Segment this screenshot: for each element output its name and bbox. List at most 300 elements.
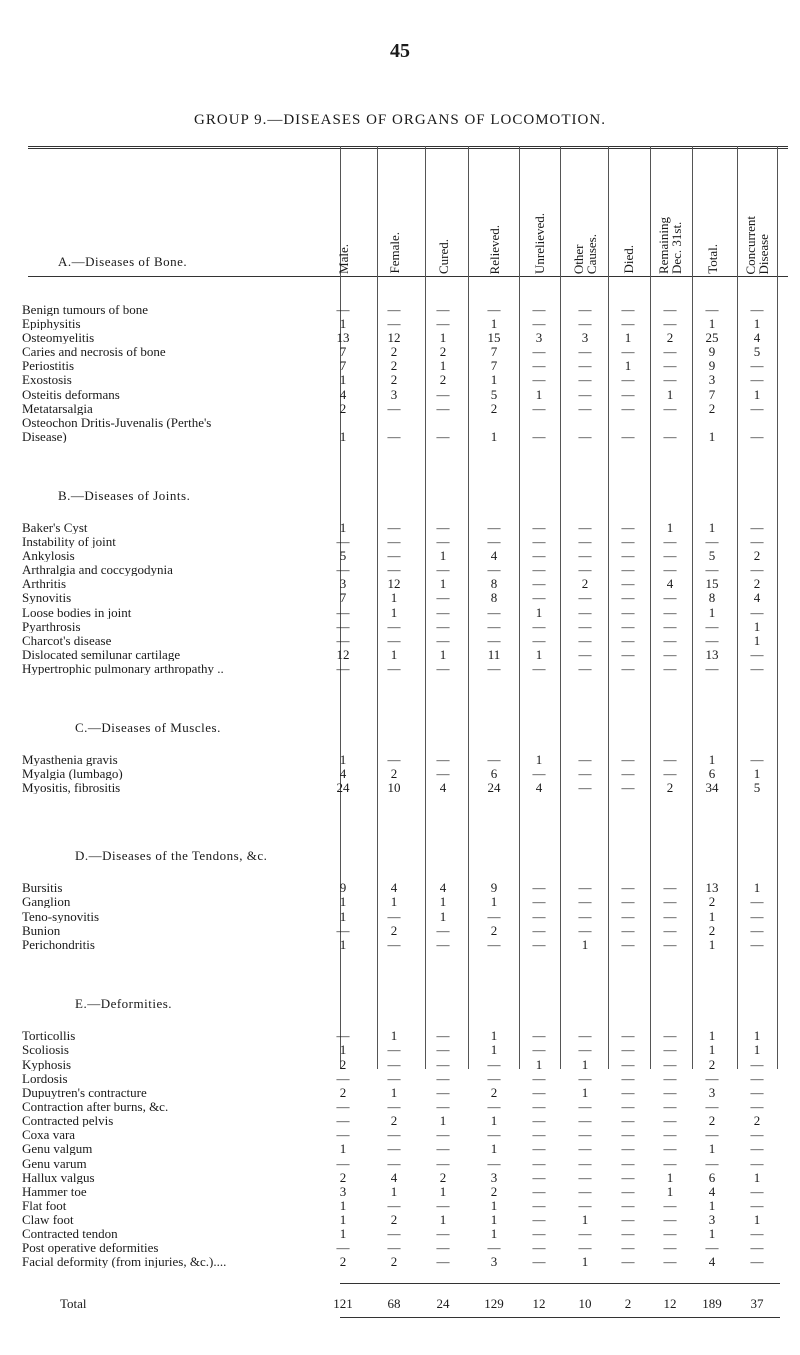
table-cell: 1: [490, 1113, 498, 1128]
table-cell: —: [387, 661, 401, 676]
table-cell: —: [578, 909, 592, 924]
table-cell: 1: [490, 894, 498, 909]
table-cell: —: [621, 661, 635, 676]
column-header: [381, 150, 407, 274]
table-cell: —: [578, 358, 592, 373]
table-cell: —: [487, 534, 501, 549]
table-cell: —: [532, 520, 546, 535]
table-cell: 4: [490, 548, 498, 563]
table-cell: —: [336, 1113, 350, 1128]
row-label: Scoliosis: [22, 1043, 69, 1056]
table-cell: —: [663, 372, 677, 387]
table-cell: —: [532, 1170, 546, 1185]
total-label: Total: [60, 1297, 87, 1310]
table-cell: 1: [708, 316, 716, 331]
section-heading: C.—Diseases of Muscles.: [75, 720, 221, 735]
table-cell: —: [663, 1240, 677, 1255]
table-cell: 1: [581, 1057, 589, 1072]
table-cell: 25: [705, 330, 719, 345]
table-cell: —: [336, 1071, 350, 1086]
table-title: GROUP 9.—DISEASES OF ORGANS OF LOCOMOTION.: [194, 112, 606, 128]
table-cell: —: [621, 429, 635, 444]
column-header: [430, 150, 456, 274]
row-label: Osteochon Dritis-Juvenalis (Perthe's: [22, 416, 212, 429]
row-label: Myasthenia gravis: [22, 753, 118, 766]
column-header-label: Concurrent Disease: [743, 215, 771, 274]
table-row: [0, 317, 800, 330]
table-cell: 9: [490, 880, 498, 895]
row-label: Benign tumours of bone: [22, 303, 149, 316]
table-cell: 1: [535, 752, 543, 767]
table-cell: —: [487, 937, 501, 952]
column-header: [744, 150, 770, 274]
table-cell: 2: [666, 330, 674, 345]
table-cell: —: [487, 661, 501, 676]
table-cell: 3: [390, 387, 398, 402]
table-cell: —: [578, 1028, 592, 1043]
table-cell: —: [621, 1085, 635, 1100]
table-row: [0, 938, 800, 951]
column-header: [526, 150, 552, 274]
table-cell: 2: [490, 1184, 498, 1199]
top-rule: [28, 146, 788, 147]
table-cell: 1: [390, 605, 398, 620]
table-cell: 4: [339, 766, 347, 781]
table-cell: —: [387, 752, 401, 767]
table-row: [0, 345, 800, 358]
table-cell: —: [621, 909, 635, 924]
table-cell: 2: [753, 576, 761, 591]
table-cell: —: [621, 576, 635, 591]
table-cell: 2: [490, 401, 498, 416]
table-cell: —: [578, 605, 592, 620]
table-cell: —: [578, 401, 592, 416]
table-cell: —: [532, 372, 546, 387]
table-cell: 5: [708, 548, 716, 563]
table-cell: —: [532, 661, 546, 676]
table-cell: —: [750, 1156, 764, 1171]
table-cell: —: [578, 894, 592, 909]
table-cell: 6: [708, 766, 716, 781]
table-cell: —: [663, 1099, 677, 1114]
table-row: [0, 591, 800, 604]
table-cell: 15: [487, 330, 501, 345]
table-cell: —: [436, 1099, 450, 1114]
table-cell: 1: [535, 1057, 543, 1072]
table-cell: —: [621, 766, 635, 781]
table-cell: —: [532, 1226, 546, 1241]
table-cell: —: [578, 619, 592, 634]
table-row: [0, 521, 800, 534]
table-cell: —: [487, 1071, 501, 1086]
table-cell: —: [436, 766, 450, 781]
table-cell: —: [532, 590, 546, 605]
table-cell: —: [621, 937, 635, 952]
table-cell: —: [621, 647, 635, 662]
table-row: [0, 1142, 800, 1155]
table-cell: —: [387, 1198, 401, 1213]
table-cell: —: [387, 619, 401, 634]
table-cell: —: [705, 1240, 719, 1255]
table-cell: —: [532, 1254, 546, 1269]
table-cell: 8: [490, 590, 498, 605]
row-label: Post operative deformities: [22, 1241, 159, 1254]
table-cell: —: [387, 1240, 401, 1255]
table-cell: —: [436, 562, 450, 577]
table-cell: —: [663, 401, 677, 416]
table-cell: 2: [390, 766, 398, 781]
table-cell: 5: [339, 548, 347, 563]
table-cell: —: [621, 1099, 635, 1114]
section-heading: D.—Diseases of the Tendons, &c.: [75, 848, 268, 863]
row-label: Genu varum: [22, 1157, 87, 1170]
row-label: Perichondritis: [22, 938, 95, 951]
row-label: Claw foot: [22, 1213, 74, 1226]
table-cell: —: [532, 1113, 546, 1128]
table-cell: —: [436, 1240, 450, 1255]
table-cell: —: [663, 661, 677, 676]
table-cell: —: [578, 1170, 592, 1185]
table-cell: 9: [708, 358, 716, 373]
total-cell: 12: [663, 1296, 677, 1311]
row-label: Loose bodies in joint: [22, 606, 132, 619]
table-cell: —: [621, 880, 635, 895]
table-cell: —: [705, 1099, 719, 1114]
table-cell: 15: [705, 576, 719, 591]
table-cell: 1: [339, 1226, 347, 1241]
table-cell: —: [750, 752, 764, 767]
row-label: Coxa vara: [22, 1128, 76, 1141]
table-cell: —: [436, 633, 450, 648]
table-cell: 8: [490, 576, 498, 591]
table-cell: —: [532, 1212, 546, 1227]
total-row: [0, 1297, 800, 1310]
row-label: Flat foot: [22, 1199, 67, 1212]
table-cell: 2: [490, 1085, 498, 1100]
table-cell: —: [436, 661, 450, 676]
table-cell: —: [387, 1057, 401, 1072]
table-row: [0, 1043, 800, 1056]
table-cell: 5: [753, 780, 761, 795]
table-cell: 1: [339, 1198, 347, 1213]
table-cell: —: [621, 1071, 635, 1086]
table-cell: 13: [336, 330, 350, 345]
table-cell: 1: [390, 894, 398, 909]
total-cell: 129: [484, 1296, 504, 1311]
table-cell: 3: [339, 1184, 347, 1199]
table-cell: 4: [666, 576, 674, 591]
table-cell: —: [663, 1226, 677, 1241]
table-cell: —: [578, 562, 592, 577]
table-cell: —: [436, 1071, 450, 1086]
column-header: [699, 150, 725, 274]
row-label: Kyphosis: [22, 1058, 72, 1071]
table-cell: —: [578, 1184, 592, 1199]
table-row: [0, 620, 800, 633]
table-cell: 1: [708, 909, 716, 924]
row-label: Instability of joint: [22, 535, 116, 548]
table-cell: 2: [390, 1113, 398, 1128]
table-cell: —: [436, 1156, 450, 1171]
table-row: [0, 924, 800, 937]
table-cell: 1: [339, 894, 347, 909]
table-cell: —: [578, 880, 592, 895]
table-cell: —: [336, 302, 350, 317]
table-cell: 9: [339, 880, 347, 895]
table-cell: —: [578, 1141, 592, 1156]
table-cell: —: [750, 894, 764, 909]
table-cell: —: [663, 937, 677, 952]
table-row: [0, 388, 800, 401]
table-cell: —: [387, 562, 401, 577]
total-cell: 2: [624, 1296, 632, 1311]
table-cell: —: [621, 752, 635, 767]
table-cell: 1: [708, 1226, 716, 1241]
table-cell: —: [578, 429, 592, 444]
table-cell: 1: [339, 937, 347, 952]
table-cell: —: [578, 590, 592, 605]
table-cell: —: [663, 766, 677, 781]
table-cell: —: [750, 1254, 764, 1269]
table-cell: —: [436, 937, 450, 952]
row-label: Osteitis deformans: [22, 388, 120, 401]
table-cell: —: [621, 1254, 635, 1269]
table-cell: —: [387, 1141, 401, 1156]
table-cell: —: [387, 1127, 401, 1142]
row-label: Hammer toe: [22, 1185, 87, 1198]
table-cell: 1: [708, 1028, 716, 1043]
table-cell: —: [487, 520, 501, 535]
table-row: [0, 1227, 800, 1240]
column-header-label: Other Causes.: [571, 233, 599, 274]
table-cell: —: [750, 534, 764, 549]
table-cell: —: [621, 372, 635, 387]
table-cell: 1: [339, 1042, 347, 1057]
table-row: [0, 1213, 800, 1226]
table-cell: —: [621, 780, 635, 795]
table-cell: —: [750, 909, 764, 924]
table-cell: —: [705, 302, 719, 317]
table-cell: —: [487, 619, 501, 634]
table-cell: 1: [490, 1198, 498, 1213]
table-cell: —: [705, 534, 719, 549]
row-label: Exostosis: [22, 373, 72, 386]
table-cell: —: [336, 605, 350, 620]
table-cell: 1: [708, 1042, 716, 1057]
table-cell: 1: [439, 576, 447, 591]
table-row: [0, 1185, 800, 1198]
table-cell: —: [436, 1057, 450, 1072]
table-cell: —: [532, 1028, 546, 1043]
table-cell: —: [663, 1057, 677, 1072]
table-cell: 2: [390, 923, 398, 938]
table-cell: —: [336, 1099, 350, 1114]
total-cell: 189: [702, 1296, 722, 1311]
table-cell: 1: [439, 548, 447, 563]
table-cell: 1: [753, 387, 761, 402]
table-cell: —: [336, 1156, 350, 1171]
table-cell: —: [705, 619, 719, 634]
table-cell: 12: [387, 576, 401, 591]
table-cell: 1: [439, 1184, 447, 1199]
table-cell: 1: [624, 330, 632, 345]
table-cell: 3: [708, 1085, 716, 1100]
table-cell: —: [532, 401, 546, 416]
table-row: [0, 1128, 800, 1141]
table-cell: 12: [336, 647, 350, 662]
table-cell: 1: [753, 880, 761, 895]
table-cell: 1: [439, 330, 447, 345]
column-header-label: Unrelieved.: [531, 212, 547, 274]
table-cell: 4: [439, 780, 447, 795]
table-cell: —: [336, 562, 350, 577]
table-cell: —: [750, 358, 764, 373]
table-cell: 24: [336, 780, 350, 795]
table-cell: —: [578, 316, 592, 331]
row-label: Dislocated semilunar cartilage: [22, 648, 181, 661]
table-cell: —: [621, 1226, 635, 1241]
table-cell: —: [578, 520, 592, 535]
table-cell: —: [621, 923, 635, 938]
table-cell: —: [621, 562, 635, 577]
table-cell: —: [621, 590, 635, 605]
table-row: [0, 1058, 800, 1071]
table-cell: —: [663, 619, 677, 634]
table-cell: 1: [439, 358, 447, 373]
table-cell: —: [750, 1085, 764, 1100]
table-cell: —: [705, 1071, 719, 1086]
table-cell: —: [621, 520, 635, 535]
table-cell: 4: [439, 880, 447, 895]
table-row: [0, 881, 800, 894]
table-row: [0, 1171, 800, 1184]
table-cell: 1: [708, 937, 716, 952]
table-cell: 13: [705, 880, 719, 895]
table-cell: 1: [390, 1184, 398, 1199]
column-header-label: Female.: [386, 232, 402, 274]
table-cell: —: [532, 1156, 546, 1171]
table-row: [0, 648, 800, 661]
table-cell: —: [387, 302, 401, 317]
table-row: [0, 1255, 800, 1268]
table-cell: —: [532, 633, 546, 648]
table-cell: —: [578, 766, 592, 781]
table-cell: 11: [487, 647, 501, 662]
table-cell: —: [578, 1127, 592, 1142]
table-cell: 1: [490, 429, 498, 444]
row-label: Genu valgum: [22, 1142, 93, 1155]
table-cell: —: [436, 619, 450, 634]
table-cell: 1: [390, 1028, 398, 1043]
table-cell: —: [750, 562, 764, 577]
table-cell: —: [436, 590, 450, 605]
table-cell: 4: [753, 590, 761, 605]
table-cell: —: [663, 752, 677, 767]
table-cell: —: [750, 1240, 764, 1255]
table-cell: 1: [339, 520, 347, 535]
table-cell: —: [532, 1141, 546, 1156]
table-cell: —: [578, 534, 592, 549]
table-cell: —: [750, 1184, 764, 1199]
table-row: [0, 1157, 800, 1170]
table-cell: —: [621, 1042, 635, 1057]
table-cell: —: [336, 1028, 350, 1043]
table-cell: —: [387, 520, 401, 535]
table-cell: —: [621, 1212, 635, 1227]
table-cell: 1: [708, 605, 716, 620]
table-cell: —: [750, 1226, 764, 1241]
row-label: Metatarsalgia: [22, 402, 93, 415]
table-cell: —: [436, 1127, 450, 1142]
total-cell: 68: [387, 1296, 401, 1311]
table-cell: —: [663, 1071, 677, 1086]
table-cell: 1: [753, 1042, 761, 1057]
table-cell: —: [578, 387, 592, 402]
table-cell: —: [532, 302, 546, 317]
table-cell: —: [578, 1113, 592, 1128]
table-cell: 9: [708, 344, 716, 359]
table-cell: 1: [581, 937, 589, 952]
table-cell: 3: [535, 330, 543, 345]
table-cell: 2: [439, 1170, 447, 1185]
table-cell: —: [532, 344, 546, 359]
table-cell: 2: [339, 1170, 347, 1185]
table-cell: 12: [387, 330, 401, 345]
table-cell: —: [336, 923, 350, 938]
table-cell: 1: [339, 909, 347, 924]
table-cell: 7: [490, 358, 498, 373]
table-cell: —: [663, 633, 677, 648]
table-cell: —: [387, 633, 401, 648]
table-cell: —: [336, 1127, 350, 1142]
section-heading: A.—Diseases of Bone.: [58, 254, 188, 269]
table-cell: 1: [753, 766, 761, 781]
table-cell: —: [487, 633, 501, 648]
row-label: Hypertrophic pulmonary arthropathy ..: [22, 662, 224, 675]
table-cell: —: [750, 647, 764, 662]
row-label: Periostitis: [22, 359, 75, 372]
column-header: [481, 150, 507, 274]
table-cell: 1: [339, 1212, 347, 1227]
table-cell: 1: [753, 633, 761, 648]
table-cell: 2: [666, 780, 674, 795]
table-cell: —: [750, 1141, 764, 1156]
row-label: Torticollis: [22, 1029, 76, 1042]
table-cell: —: [621, 401, 635, 416]
column-header-label: Cured.: [435, 238, 451, 274]
table-cell: —: [532, 358, 546, 373]
table-cell: —: [436, 401, 450, 416]
table-cell: —: [750, 520, 764, 535]
table-cell: 2: [439, 344, 447, 359]
table-cell: —: [578, 1042, 592, 1057]
table-cell: —: [750, 1099, 764, 1114]
table-cell: —: [532, 880, 546, 895]
table-cell: 1: [490, 1141, 498, 1156]
table-cell: —: [387, 548, 401, 563]
table-cell: —: [578, 1240, 592, 1255]
table-cell: —: [532, 1240, 546, 1255]
table-row: [0, 1072, 800, 1085]
table-cell: 1: [753, 1028, 761, 1043]
table-cell: 2: [753, 1113, 761, 1128]
row-label: Myalgia (lumbago): [22, 767, 123, 780]
table-cell: 1: [708, 1141, 716, 1156]
table-cell: 1: [490, 1028, 498, 1043]
table-cell: —: [532, 766, 546, 781]
table-cell: 1: [490, 316, 498, 331]
table-row: [0, 753, 800, 766]
